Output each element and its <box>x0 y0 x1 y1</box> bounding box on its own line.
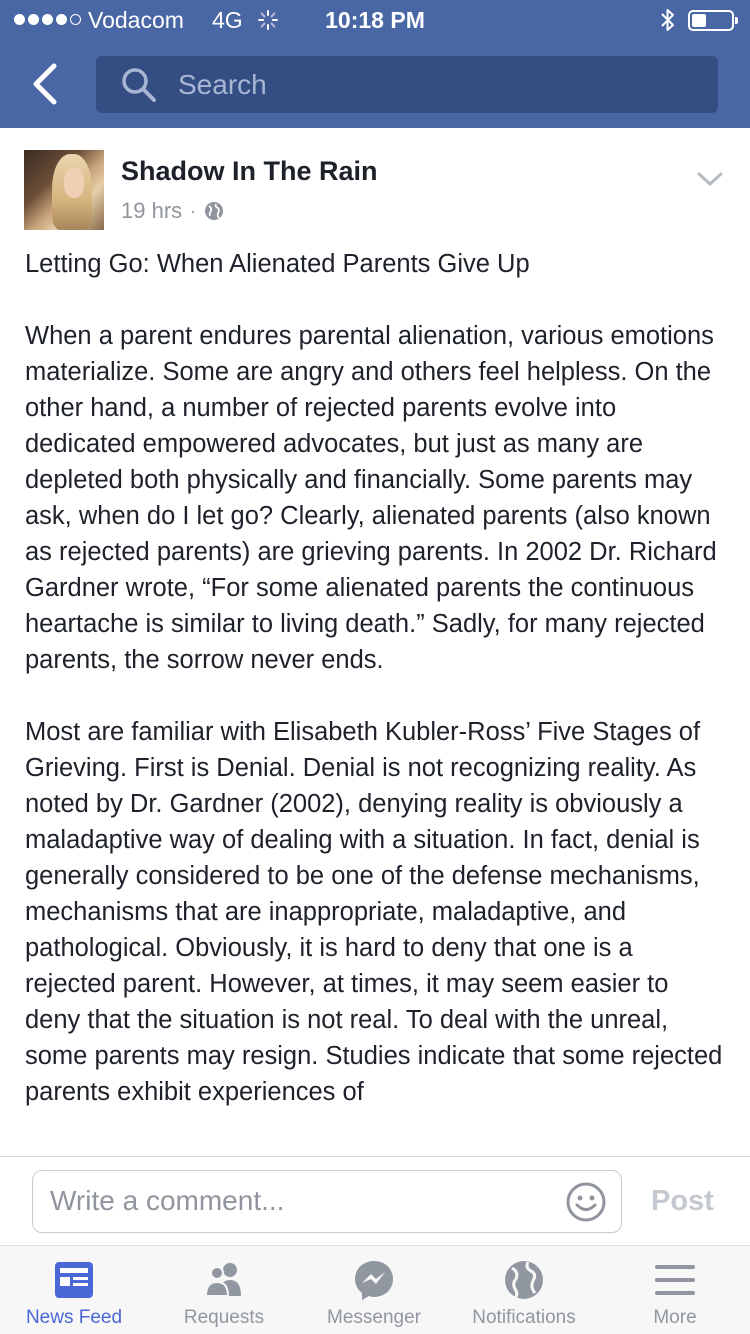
tab-label-notifications: Notifications <box>472 1307 576 1328</box>
carrier-name: Vodacom <box>88 7 184 33</box>
post-meta <box>121 198 224 224</box>
battery-icon <box>688 10 734 31</box>
tab-label-messenger: Messenger <box>327 1307 421 1328</box>
search-bar[interactable] <box>96 56 718 113</box>
post-comment-button[interactable]: Post <box>651 1185 714 1217</box>
news-feed-icon <box>52 1258 96 1302</box>
search-icon <box>120 66 158 104</box>
network-type: 4G <box>212 7 243 33</box>
post-time[interactable]: 19 hrs <box>121 198 183 223</box>
tab-messenger[interactable] <box>300 1246 448 1334</box>
bottom-tab-bar <box>0 1246 750 1334</box>
tab-more[interactable] <box>600 1246 750 1334</box>
comment-placeholder: Write a comment... <box>50 1185 285 1216</box>
chevron-down-icon[interactable] <box>696 170 724 188</box>
search-placeholder: Search <box>178 69 267 100</box>
hamburger-icon <box>653 1258 697 1302</box>
bluetooth-icon <box>658 8 678 32</box>
tab-label-news-feed: News Feed <box>25 1307 123 1328</box>
messenger-icon <box>352 1258 396 1302</box>
emoji-smiley-icon[interactable] <box>565 1181 607 1223</box>
author-avatar[interactable] <box>24 150 104 230</box>
post-header <box>0 128 750 238</box>
tab-label-requests: Requests <box>183 1307 265 1328</box>
comment-input[interactable] <box>32 1170 622 1233</box>
status-time: 10:18 PM <box>325 7 425 33</box>
meta-separator: · <box>190 200 197 221</box>
tab-notifications[interactable] <box>450 1246 598 1334</box>
globe-icon <box>502 1258 546 1302</box>
status-bar <box>0 0 750 40</box>
friends-icon <box>202 1258 246 1302</box>
tab-requests[interactable] <box>150 1246 298 1334</box>
post-body-text: Letting Go: When Alienated Parents Give Up When a parent endures parental alienation, various emotions materialize. Some are angry and others feel helpless. On the other hand, a number of rejected parents evolve into dedicated empowered advocates, but just as many are depleted both physically and financially. Some parents may ask, when do I let go? Clearly, alienated parents (also known as rejected parents) are grieving parents. In 2002 Dr. Richard Gardner wrote, “For some alienated parents the continuous heartache is similar to living death.” Sadly, for many rejected parents, the sorrow never ends. Most are familiar with Elisabeth Kubler-Ross’ Five Stages of Grieving. First is Denial. Denial is not recognizing reality. As noted by Dr. Gardner (2002), denying reality is obviously a maladaptive way of dealing with a situation. In fact, denial is generally considered to be one of the defense mechanisms, mechanisms that are inappropriate, maladaptive, and pathological. Obviously, it is hard to deny that one is a rejected parent. However, at times, it may seem easier to deny that the situation is not real. To deal with the unreal, some parents may resign. Studies indicate that some rejected parents exhibit experiences of <box>25 250 723 1106</box>
back-arrow-icon[interactable] <box>26 60 66 108</box>
author-name[interactable]: Shadow In The Rain <box>121 156 378 186</box>
comment-bar <box>0 1156 750 1246</box>
top-bar <box>0 0 750 128</box>
tab-news-feed[interactable] <box>0 1246 148 1334</box>
tab-label-more: More <box>653 1307 697 1328</box>
public-globe-icon <box>204 201 224 221</box>
